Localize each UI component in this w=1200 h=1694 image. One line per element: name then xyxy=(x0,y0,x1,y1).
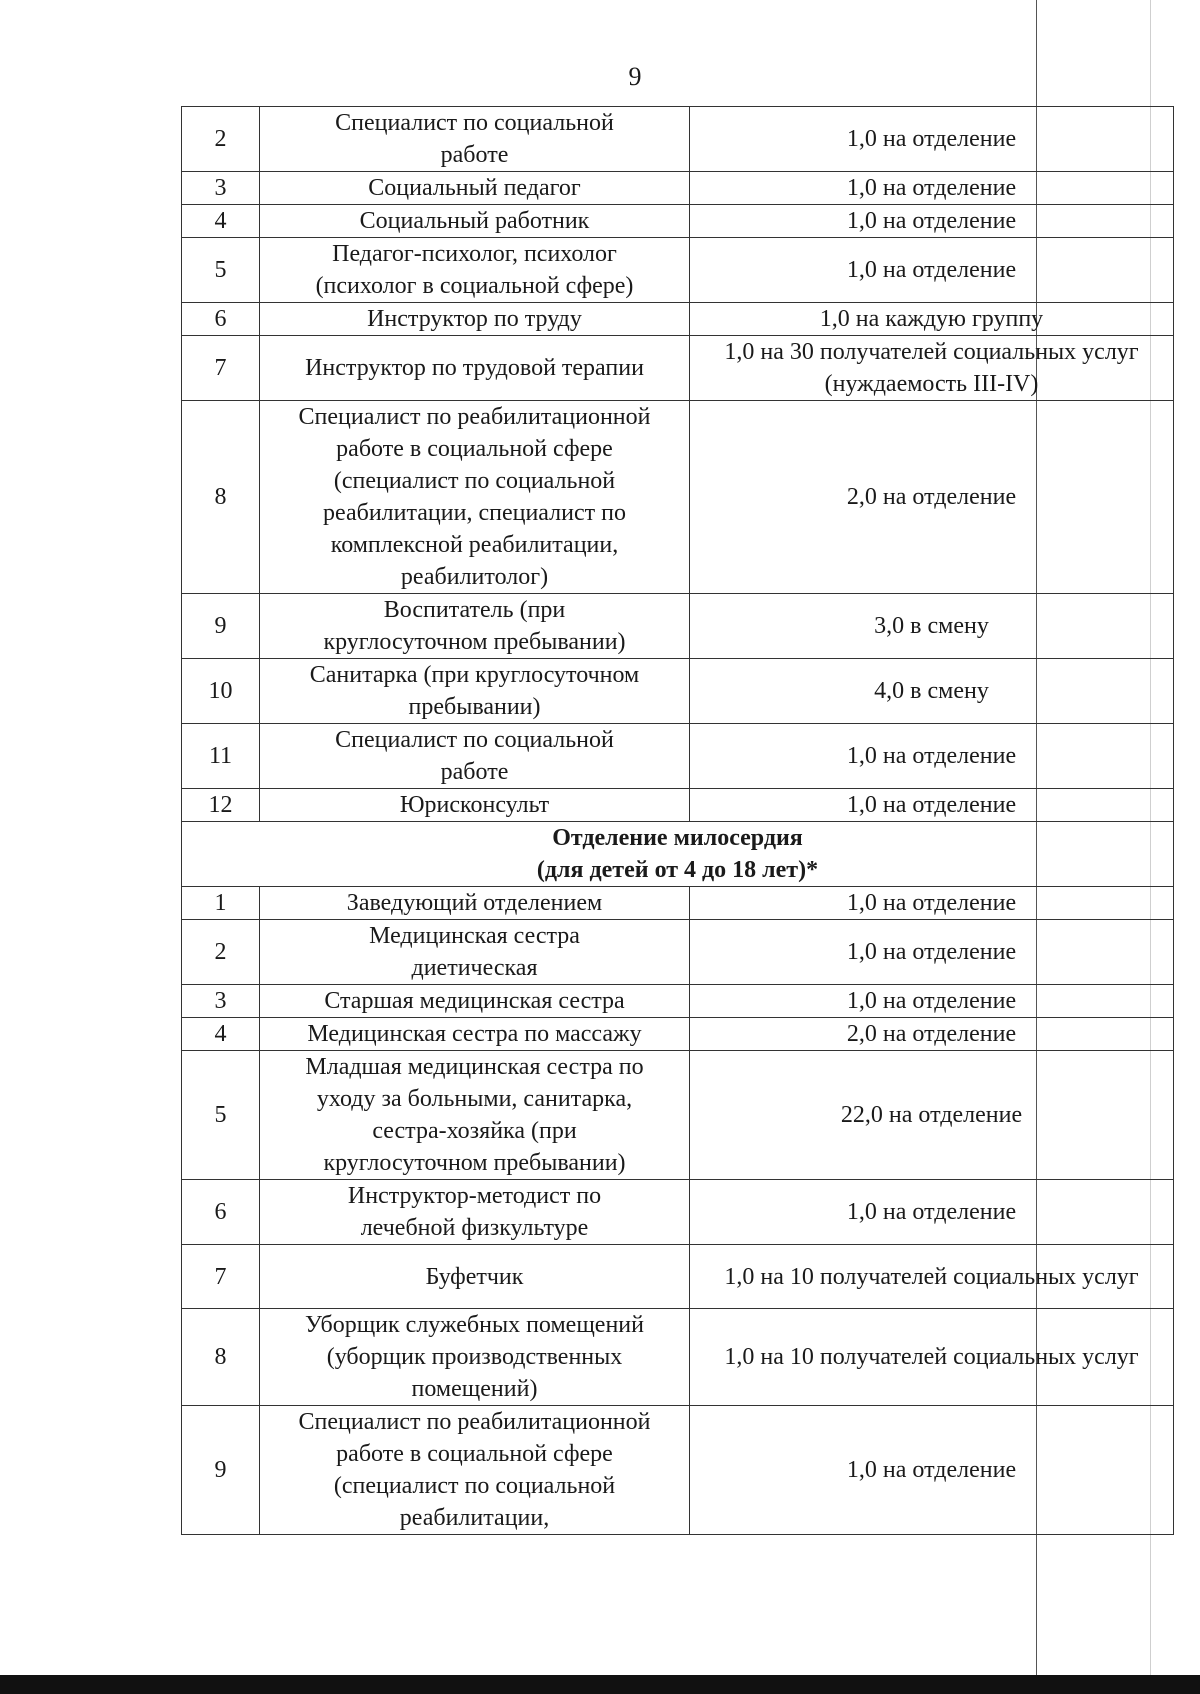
section-header xyxy=(182,822,1174,887)
norm-cell: 1,0 на отделение xyxy=(690,887,1174,920)
row-number: 6 xyxy=(182,1180,260,1245)
position-cell: Буфетчик xyxy=(260,1245,690,1309)
table-row xyxy=(182,1051,1174,1180)
norm-cell: 1,0 на отделение xyxy=(690,238,1174,303)
position-cell: Специалист по социальной работе xyxy=(260,107,690,172)
position-cell: Специалист по реабилитационной работе в социальной сфере (специалист по социальной реабилитации, xyxy=(260,1406,690,1535)
position-cell: Воспитатель (при круглосуточном пребывании) xyxy=(260,594,690,659)
table-row xyxy=(182,107,1174,172)
norm-cell: 1,0 на отделение xyxy=(690,920,1174,985)
section-header-row xyxy=(182,822,1174,887)
position-cell: Специалист по социальной работе xyxy=(260,724,690,789)
table-row xyxy=(182,920,1174,985)
norm-cell: 1,0 на отделение xyxy=(690,724,1174,789)
table-row xyxy=(182,1018,1174,1051)
norm-cell: 3,0 в смену xyxy=(690,594,1174,659)
position-cell: Младшая медицинская сестра по уходу за больными, санитарка, сестра-хозяйка (при круглосуточном пребывании) xyxy=(260,1051,690,1180)
scan-bottom-edge xyxy=(0,1675,1200,1694)
row-number: 5 xyxy=(182,1051,260,1180)
position-cell: Социальный работник xyxy=(260,205,690,238)
table-row xyxy=(182,1245,1174,1309)
norm-cell: 1,0 на отделение xyxy=(690,205,1174,238)
position-cell: Инструктор по трудовой терапии xyxy=(260,336,690,401)
position-cell: Уборщик служебных помещений (уборщик производственных помещений) xyxy=(260,1309,690,1406)
norm-cell: 4,0 в смену xyxy=(690,659,1174,724)
table-row xyxy=(182,205,1174,238)
table-row xyxy=(182,659,1174,724)
table-row xyxy=(182,1309,1174,1406)
row-number: 6 xyxy=(182,303,260,336)
row-number: 3 xyxy=(182,172,260,205)
position-cell: Социальный педагог xyxy=(260,172,690,205)
norm-cell: 1,0 на 30 получателей социальных услуг (нуждаемость III-IV) xyxy=(690,336,1174,401)
row-number: 2 xyxy=(182,107,260,172)
row-number: 7 xyxy=(182,1245,260,1309)
norm-cell: 1,0 на отделение xyxy=(690,172,1174,205)
row-number: 1 xyxy=(182,887,260,920)
norm-cell: 1,0 на отделение xyxy=(690,985,1174,1018)
row-number: 9 xyxy=(182,594,260,659)
row-number: 12 xyxy=(182,789,260,822)
row-number: 7 xyxy=(182,336,260,401)
row-number: 11 xyxy=(182,724,260,789)
row-number: 9 xyxy=(182,1406,260,1535)
norm-cell: 2,0 на отделение xyxy=(690,401,1174,594)
section-title: Отделение милосердия xyxy=(552,825,803,851)
staff-table xyxy=(181,106,1174,1535)
table-row xyxy=(182,303,1174,336)
norm-cell: 1,0 на отделение xyxy=(690,107,1174,172)
norm-cell: 1,0 на 10 получателей социальных услуг xyxy=(690,1309,1174,1406)
position-cell: Санитарка (при круглосуточном пребывании) xyxy=(260,659,690,724)
row-number: 8 xyxy=(182,1309,260,1406)
table-row xyxy=(182,401,1174,594)
table-row xyxy=(182,238,1174,303)
section-subtitle: (для детей от 4 до 18 лет)* xyxy=(536,857,819,883)
position-cell: Специалист по реабилитационной работе в социальной сфере (специалист по социальной реабилитации, специалист по комплексной реабилитации, реабилитолог) xyxy=(260,401,690,594)
norm-cell: 1,0 на каждую группу xyxy=(690,303,1174,336)
position-cell: Медицинская сестра диетическая xyxy=(260,920,690,985)
row-number: 3 xyxy=(182,985,260,1018)
row-number: 10 xyxy=(182,659,260,724)
norm-cell: 2,0 на отделение xyxy=(690,1018,1174,1051)
table-row xyxy=(182,594,1174,659)
norm-cell: 1,0 на отделение xyxy=(690,789,1174,822)
table-row xyxy=(182,172,1174,205)
table-row xyxy=(182,724,1174,789)
position-cell: Медицинская сестра по массажу xyxy=(260,1018,690,1051)
table-row xyxy=(182,336,1174,401)
table-row xyxy=(182,985,1174,1018)
table-row xyxy=(182,1180,1174,1245)
row-number: 8 xyxy=(182,401,260,594)
table-row xyxy=(182,789,1174,822)
table-row xyxy=(182,887,1174,920)
row-number: 2 xyxy=(182,920,260,985)
page-number: 9 xyxy=(628,62,642,91)
table-row xyxy=(182,1406,1174,1535)
position-cell: Старшая медицинская сестра xyxy=(260,985,690,1018)
row-number: 4 xyxy=(182,1018,260,1051)
position-cell: Педагог-психолог, психолог (психолог в социальной сфере) xyxy=(260,238,690,303)
row-number: 5 xyxy=(182,238,260,303)
position-cell: Инструктор по труду xyxy=(260,303,690,336)
position-cell: Инструктор-методист по лечебной физкультуре xyxy=(260,1180,690,1245)
norm-cell: 1,0 на 10 получателей социальных услуг xyxy=(690,1245,1174,1309)
norm-cell: 22,0 на отделение xyxy=(690,1051,1174,1180)
norm-cell: 1,0 на отделение xyxy=(690,1180,1174,1245)
position-cell: Юрисконсульт xyxy=(260,789,690,822)
norm-cell: 1,0 на отделение xyxy=(690,1406,1174,1535)
position-cell: Заведующий отделением xyxy=(260,887,690,920)
row-number: 4 xyxy=(182,205,260,238)
